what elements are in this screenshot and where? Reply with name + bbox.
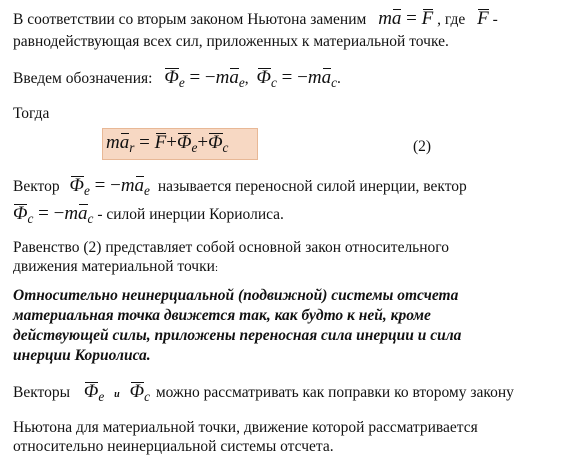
bold-line-1 [13,286,458,305]
formula-phi-c-small: $\Phi_c$ [129,381,150,404]
bold-line-3 [13,326,461,345]
text-line-1 [13,9,498,29]
line9-text: движения материальной точки [13,258,215,275]
bold-line-1-text: Относительно неинерциальной (подвижной) системы отсчета [13,287,459,304]
line8-text: Равенство (2) представляет собой основной закон относительного [13,239,450,256]
bold-line-4 [13,346,151,365]
text-line-7 [13,204,284,224]
equation-number [413,137,431,156]
line6-text2: называется переносной силой инерции, вектор [157,178,467,195]
line6-text1: Вектор [13,178,60,195]
formula-phi-c-def: $\Phi_c = -ma_c$ [13,203,94,226]
line1-text: В соответствии со вторым законом Ньютона заменим [13,11,367,28]
text-line-6 [13,176,467,196]
formula-main-law: $ma_r = F+\Phi_e+\Phi_c$ [106,132,229,155]
line2-text: равнодействующая всех сил, приложенных к материальной точке. [13,33,449,50]
equation-number-text: (2) [413,138,432,155]
formula-phi-e: $\Phi_e = -ma_e$ [164,67,245,90]
line16-text: относительно неинерциальной системы отсчета. [13,438,334,455]
text-line-3 [13,68,341,88]
line14-text1: Векторы [13,384,71,401]
formula-phi-c: $\Phi_c = -ma_c$ [256,67,337,90]
bold-line-2 [13,306,431,325]
line3-end: . [337,70,341,87]
line3-text: Введем обозначения: [13,70,153,87]
text-line-2 [13,32,449,51]
line14-conj: и [114,389,120,400]
text-line-4 [13,104,49,123]
line3-sep: , [244,70,249,87]
formula-phi-e-def: $\Phi_e = -ma_e$ [69,175,150,198]
line14-text2: можно рассматривать как поправки ко второму закону [155,384,514,401]
line9-colon: : [214,262,218,274]
text-line-16 [13,437,334,456]
text-line-15 [13,418,478,437]
text-line-9 [13,257,218,278]
line1-where: , где [437,11,466,28]
line1-dash: - [492,11,498,28]
line7-text: - силой инерции Кориолиса. [97,206,284,223]
bold-line-2-text: материальная точка движется так, как будто к ней, кроме [13,307,431,324]
formula-phi-e-small: $\Phi_e$ [83,381,105,404]
bold-line-3-text: действующей силы, приложены переносная сила инерции и сила [13,327,462,344]
formula-f: F [477,8,489,29]
text-line-8 [13,238,449,257]
formula-ma-eq-f: ma = F [378,8,434,29]
bold-line-4-text: инерции Кориолиса. [13,347,151,364]
text-line-14 [13,382,514,404]
line4-text: Тогда [13,105,50,122]
line15-text: Ньютона для материальной точки, движение которой рассматривается [13,419,478,436]
